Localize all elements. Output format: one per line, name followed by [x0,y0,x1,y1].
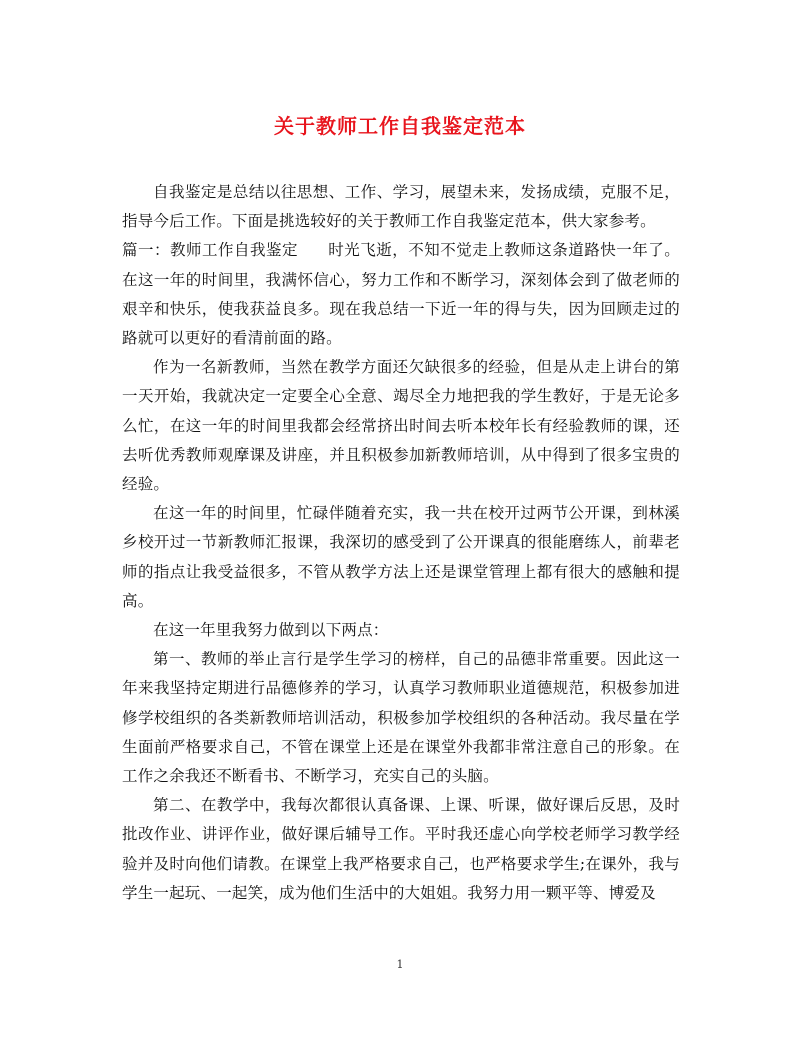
document-body [122,178,680,908]
body-paragraph-5: 第二、在教学中，我每次都很认真备课、上课、听课，做好课后反思，及时批改作业、讲评作业，做好课后辅导工作。平时我还虚心向学校老师学习教学经验并及时向他们请教。在课堂上我严格要求自己，也严格要求学生;在课外，我与学生一起玩、一起笑，成为他们生活中的大姐姐。我努力用一颗平等、博爱及 [122,796,680,902]
section-first-text: 时光飞逝，不知不觉走上教师这条道路快一年了。在这一年的时间里，我满怀信心，努力工作和不断学习，深刻体会到了做老师的艰辛和快乐，使我获益良多。现在我总结一下近一年的得与失，因为回顾走过的路就可以更好的看清前面的路。 [122,241,680,348]
body-paragraph-4: 第一、教师的举止言行是学生学习的榜样，自己的品德非常重要。因此这一年来我坚持定期进行品德修养的学习，认真学习教师职业道德规范，积极参加进修学校组织的各类新教师培训活动，积极参加学校组织的各种活动。我尽量在学生面前严格要求自己，不管在课堂上还是在课堂外我都非常注意自己的形象。在工作之余我还不断看书、不断学习，充实自己的头脑。 [122,650,680,786]
intro-paragraph: 自我鉴定是总结以往思想、工作、学习，展望未来，发扬成绩，克服不足，指导今后工作。下面是挑选较好的关于教师工作自我鉴定范本，供大家参考。 [122,183,680,231]
section-heading: 篇一：教师工作自我鉴定 [122,241,298,260]
body-paragraph-1: 作为一名新教师，当然在教学方面还欠缺很多的经验，但是从走上讲台的第一天开始，我就决定一定要全心全意、竭尽全力地把我的学生教好，于是无论多么忙，在这一年的时间里我都会经常挤出时间去听本校年长有经验教师的课，还去听优秀教师观摩课及讲座，并且积极参加新教师培训，从中得到了很多宝贵的经验。 [122,358,680,494]
section-first-paragraph [122,236,680,353]
body-paragraph-3: 在这一年里我努力做到以下两点： [153,621,389,640]
page-number: 1 [396,958,404,971]
document-title: 关于教师工作自我鉴定范本 [274,114,526,138]
body-paragraph-2: 在这一年的时间里，忙碌伴随着充实，我一共在校开过两节公开课，到林溪乡校开过一节新教师汇报课，我深切的感受到了公开课真的很能磨练人，前辈老师的指点让我受益很多，不管从教学方法上还是课堂管理上都有很大的感触和提高。 [122,504,680,610]
